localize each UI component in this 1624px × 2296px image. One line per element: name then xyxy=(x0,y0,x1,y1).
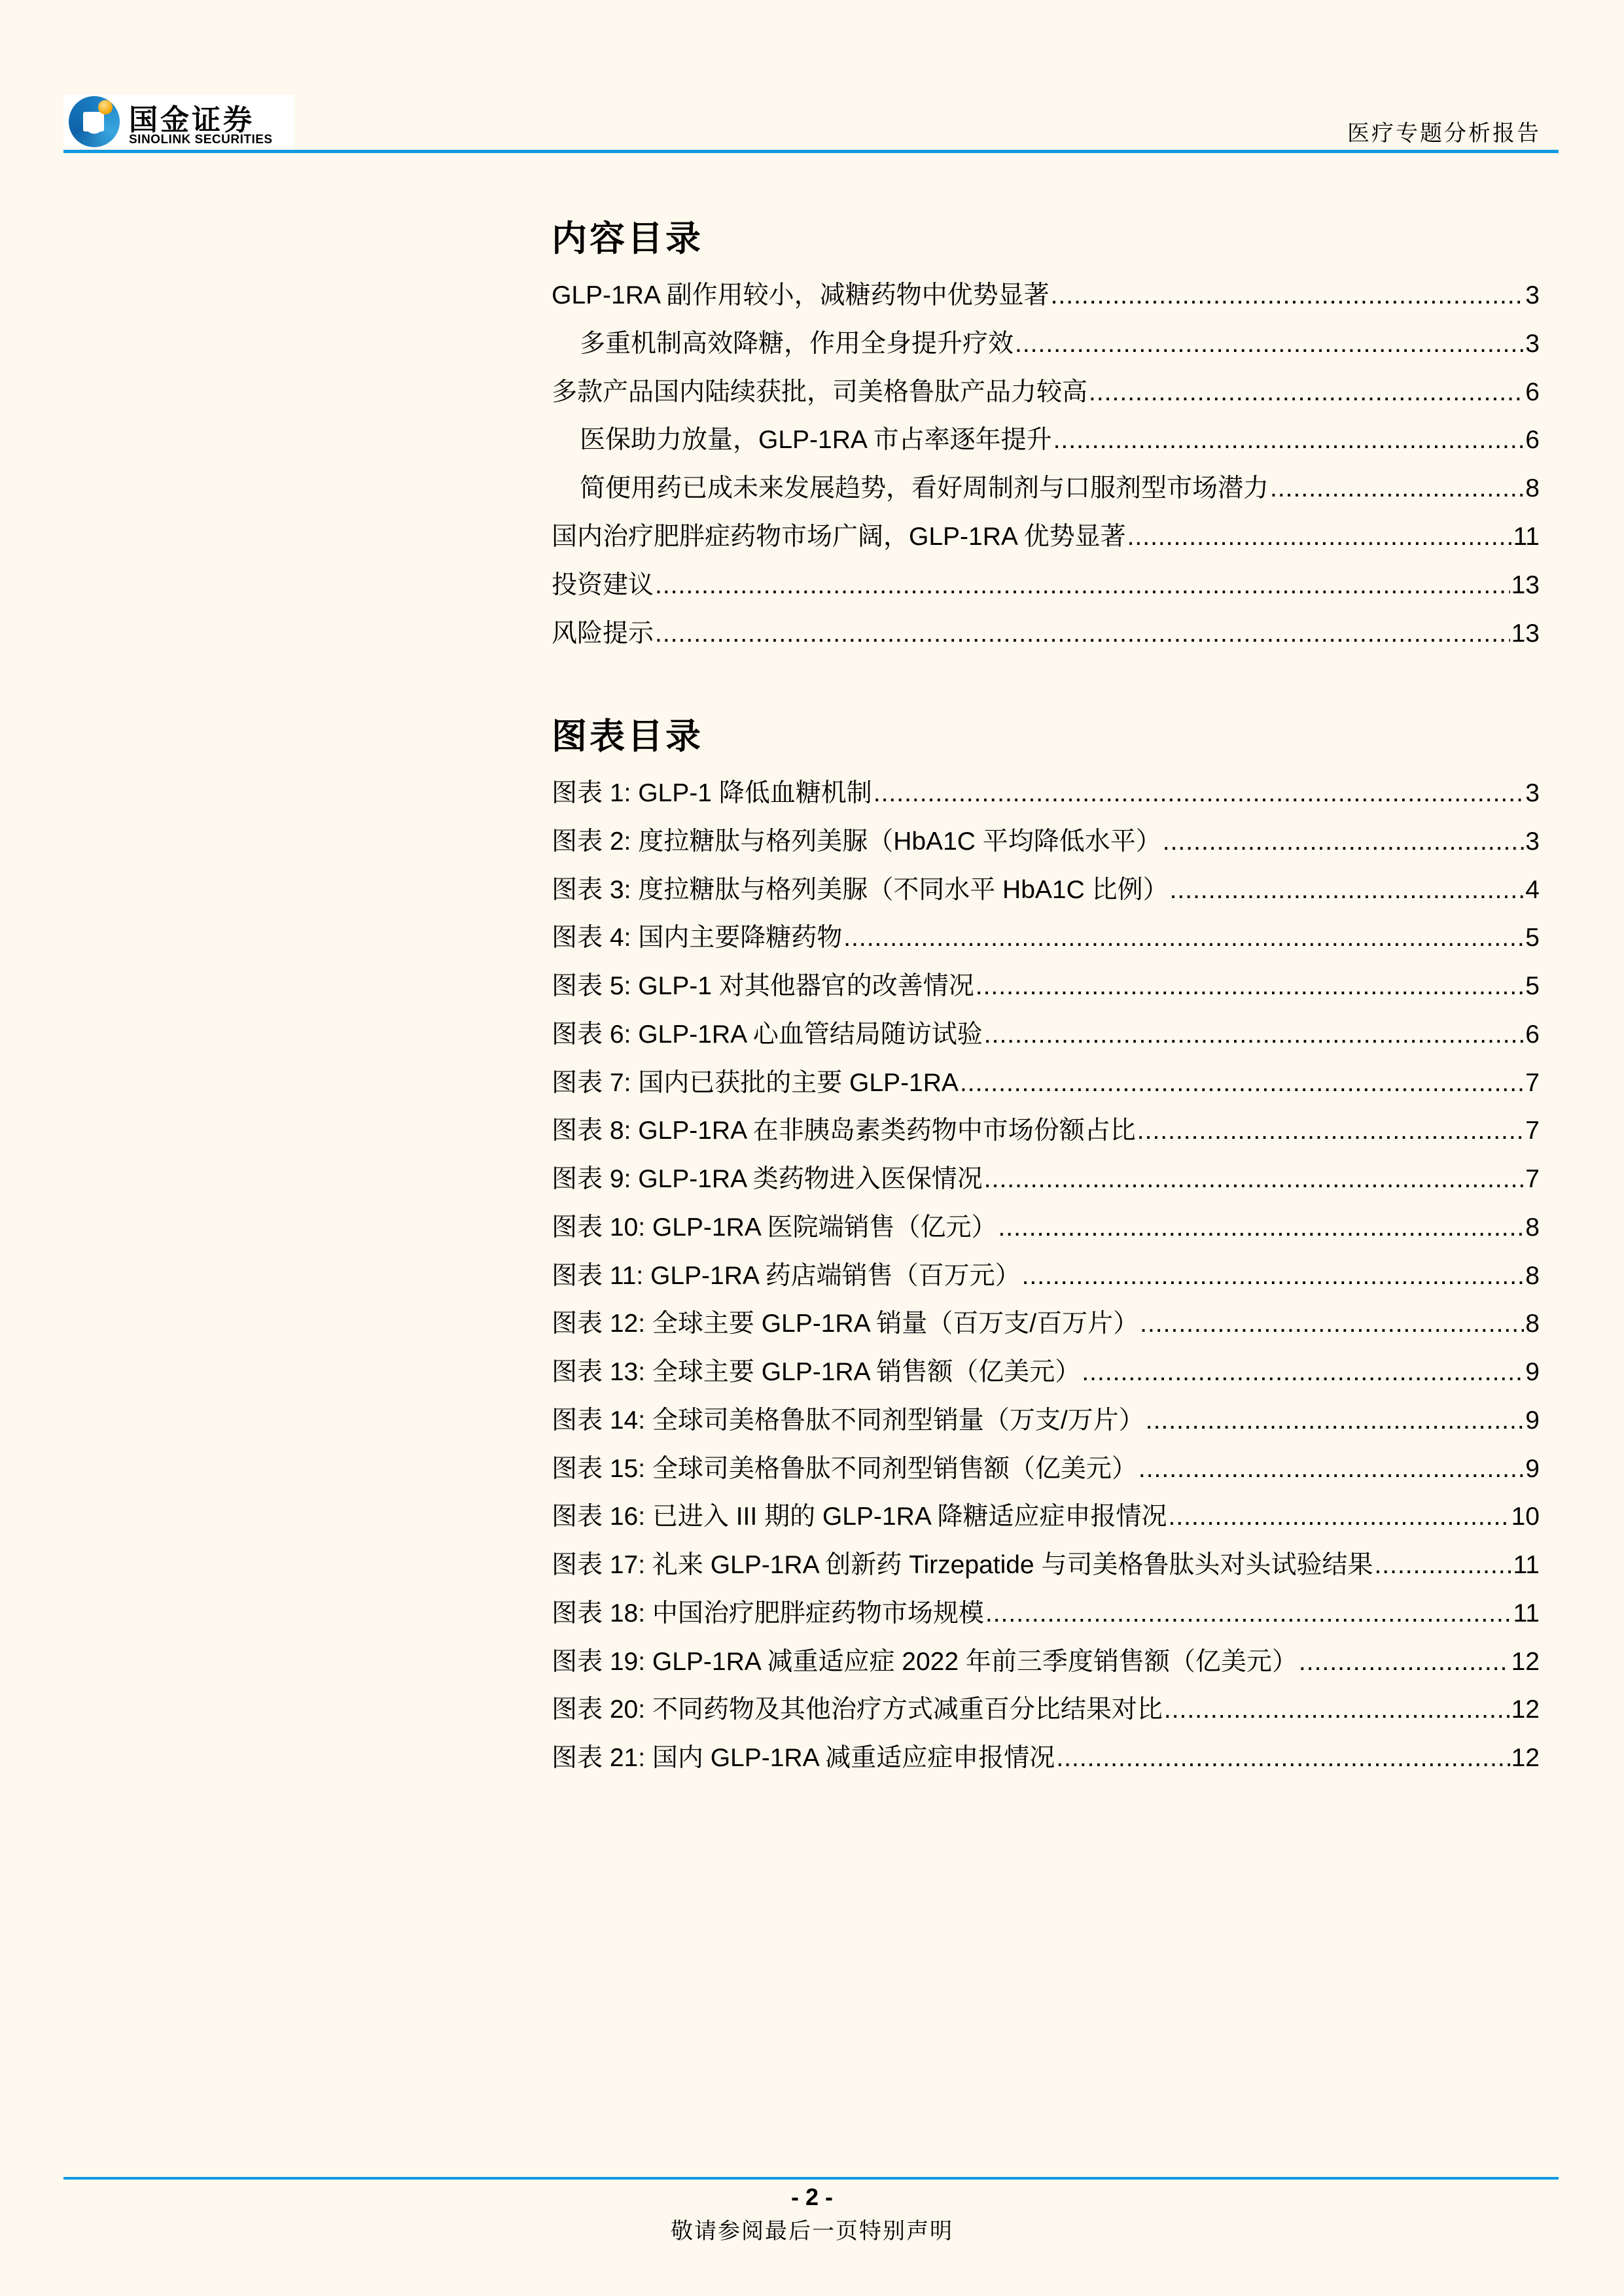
toc-page-number[interactable]: 8 xyxy=(1525,474,1540,503)
dot-leader xyxy=(1270,472,1524,505)
toc-page-number[interactable]: 11 xyxy=(1513,1599,1540,1627)
toc-label[interactable]: 图表 9: GLP-1RA 类药物进入医保情况 xyxy=(552,1165,983,1193)
toc-page-number[interactable]: 7 xyxy=(1525,1165,1540,1193)
toc-label[interactable]: 图表 10: GLP-1RA 医院端销售（亿元） xyxy=(552,1213,997,1242)
dot-leader xyxy=(1374,1549,1511,1582)
dot-leader xyxy=(655,617,1510,650)
toc-label[interactable]: 图表 21: 国内 GLP-1RA 减重适应症申报情况 xyxy=(552,1744,1055,1772)
toc-page-number[interactable]: 3 xyxy=(1525,329,1540,358)
toc-page-number[interactable]: 12 xyxy=(1511,1647,1540,1676)
toc-label[interactable]: 图表 20: 不同药物及其他治疗方式减重百分比结果对比 xyxy=(552,1696,1163,1724)
dot-leader xyxy=(1056,1742,1509,1775)
toc-page-number[interactable]: 7 xyxy=(1525,1117,1540,1145)
figure-entry[interactable] xyxy=(552,1163,1540,1196)
toc-page-number[interactable]: 8 xyxy=(1525,1213,1540,1242)
toc-page-number[interactable]: 9 xyxy=(1525,1406,1540,1435)
toc-page-number[interactable]: 3 xyxy=(1525,281,1540,309)
dot-leader xyxy=(1170,874,1525,907)
dot-leader xyxy=(1053,424,1525,457)
toc-page-number[interactable]: 3 xyxy=(1525,827,1540,856)
toc-label[interactable]: 图表 11: GLP-1RA 药店端销售（百万元） xyxy=(552,1261,1021,1290)
contents-entry[interactable] xyxy=(552,279,1540,312)
figure-entry[interactable] xyxy=(552,1549,1540,1582)
toc-page-number[interactable]: 13 xyxy=(1511,619,1540,648)
toc-page-number[interactable]: 10 xyxy=(1511,1503,1540,1531)
toc-label[interactable]: 图表 6: GLP-1RA 心血管结局随访试验 xyxy=(552,1020,983,1049)
toc-page-number[interactable]: 5 xyxy=(1525,924,1540,952)
contents-entry[interactable] xyxy=(580,424,1540,457)
dot-leader xyxy=(984,1018,1525,1051)
dot-leader xyxy=(1140,1308,1524,1340)
figure-entry[interactable] xyxy=(552,1260,1540,1293)
toc-label[interactable]: 图表 16: 已进入 III 期的 GLP-1RA 降糖适应症申报情况 xyxy=(552,1503,1167,1531)
dot-leader xyxy=(843,922,1524,954)
dot-leader xyxy=(1168,1501,1509,1533)
dot-leader xyxy=(976,970,1525,1003)
figure-entry[interactable] xyxy=(552,874,1540,907)
dot-leader xyxy=(985,1597,1512,1630)
figure-entry[interactable] xyxy=(552,777,1540,810)
toc-label[interactable]: 图表 1: GLP-1 降低血糖机制 xyxy=(552,779,872,807)
toc-label[interactable]: 多款产品国内陆续获批，司美格鲁肽产品力较高 xyxy=(552,377,1088,406)
toc-label[interactable]: 图表 18: 中国治疗肥胖症药物市场规模 xyxy=(552,1599,984,1627)
figure-entry[interactable] xyxy=(552,1646,1540,1679)
toc-label[interactable]: 图表 19: GLP-1RA 减重适应症 2022 年前三季度销售额（亿美元） xyxy=(552,1647,1297,1676)
figure-entry[interactable] xyxy=(552,970,1540,1003)
figure-entry[interactable] xyxy=(552,1115,1540,1147)
toc-label[interactable]: 投资建议 xyxy=(552,570,654,599)
toc-label[interactable]: 图表 5: GLP-1 对其他器官的改善情况 xyxy=(552,972,974,1000)
dot-leader xyxy=(1015,328,1524,360)
dot-leader xyxy=(960,1067,1524,1100)
figure-entry[interactable] xyxy=(552,1597,1540,1630)
dot-leader xyxy=(1164,1694,1510,1726)
dot-leader xyxy=(1127,521,1512,553)
figure-entry[interactable] xyxy=(552,1211,1540,1244)
toc-label[interactable]: 图表 8: GLP-1RA 在非胰岛素类药物中市场份额占比 xyxy=(552,1117,1136,1145)
dot-leader xyxy=(1089,376,1524,409)
toc-page-number[interactable]: 7 xyxy=(1525,1068,1540,1097)
contents-entry[interactable] xyxy=(552,569,1540,602)
figure-entry[interactable] xyxy=(552,1308,1540,1340)
toc-page-number[interactable]: 11 xyxy=(1513,1551,1540,1579)
toc-label[interactable]: 图表 12: 全球主要 GLP-1RA 销量（百万支/百万片） xyxy=(552,1310,1139,1338)
toc-label[interactable]: 图表 4: 国内主要降糖药物 xyxy=(552,924,843,952)
dot-leader xyxy=(874,777,1525,810)
toc-label[interactable]: 图表 15: 全球司美格鲁肽不同剂型销售额（亿美元） xyxy=(552,1454,1137,1483)
toc-label[interactable]: 医保助力放量，GLP-1RA 市占率逐年提升 xyxy=(580,426,1052,455)
toc-page-number[interactable]: 6 xyxy=(1525,426,1540,455)
dot-leader xyxy=(1022,1260,1525,1293)
logo-cn-text: 国金证券 xyxy=(129,103,255,137)
dot-leader xyxy=(984,1163,1525,1196)
dot-leader xyxy=(1146,1404,1525,1437)
dot-leader xyxy=(655,569,1510,602)
toc-page-number[interactable]: 8 xyxy=(1525,1261,1540,1290)
toc-label[interactable]: 简便用药已成未来发展趋势，看好周制剂与口服剂型市场潜力 xyxy=(580,474,1269,503)
figure-entry[interactable] xyxy=(552,1453,1540,1486)
toc-label[interactable]: 图表 7: 国内已获批的主要 GLP-1RA xyxy=(552,1068,959,1097)
dot-leader xyxy=(1139,1453,1524,1486)
dot-leader xyxy=(998,1211,1524,1244)
toc-page-number[interactable]: 6 xyxy=(1525,377,1540,406)
toc-label[interactable]: 图表 17: 礼来 GLP-1RA 创新药 Tirzepatide 与司美格鲁肽头对头试验结果 xyxy=(552,1551,1373,1579)
figure-entry[interactable] xyxy=(552,826,1540,858)
toc-page-number[interactable]: 9 xyxy=(1525,1358,1540,1386)
company-logo xyxy=(63,95,294,148)
toc-page-number[interactable]: 11 xyxy=(1513,523,1540,551)
figure-entry[interactable] xyxy=(552,1356,1540,1389)
page-number: - 2 - xyxy=(790,2183,833,2210)
dot-leader xyxy=(1163,826,1525,858)
toc-page-number[interactable]: 13 xyxy=(1511,570,1540,599)
dot-leader xyxy=(1137,1115,1525,1147)
toc-page-number[interactable]: 12 xyxy=(1511,1696,1540,1724)
toc-label[interactable]: 图表 3: 度拉糖肽与格列美脲（不同水平 HbA1C 比例） xyxy=(552,875,1169,904)
toc-page-number[interactable]: 6 xyxy=(1525,1020,1540,1049)
toc-page-number[interactable]: 9 xyxy=(1525,1454,1540,1483)
toc-label[interactable]: 国内治疗肥胖症药物市场广阔，GLP-1RA 优势显著 xyxy=(552,523,1126,551)
contents-entry[interactable] xyxy=(552,376,1540,409)
contents-entry[interactable] xyxy=(580,328,1540,360)
logo-icon xyxy=(69,96,120,147)
figure-entry[interactable] xyxy=(552,1067,1540,1100)
figure-entry[interactable] xyxy=(552,1018,1540,1051)
toc-label[interactable]: 图表 14: 全球司美格鲁肽不同剂型销量（万支/万片） xyxy=(552,1406,1144,1435)
contents-entry[interactable] xyxy=(552,521,1540,553)
toc-label[interactable]: 图表 13: 全球主要 GLP-1RA 销售额（亿美元） xyxy=(552,1358,1081,1386)
report-type: 医疗专题分析报告 xyxy=(1347,120,1541,147)
toc-label[interactable]: GLP-1RA 副作用较小，减糖药物中优势显著 xyxy=(552,281,1050,309)
contents-entry[interactable] xyxy=(580,472,1540,505)
toc-label[interactable]: 图表 2: 度拉糖肽与格列美脲（HbA1C 平均降低水平） xyxy=(552,827,1161,856)
dot-leader xyxy=(1082,1356,1524,1389)
figure-entry[interactable] xyxy=(552,1742,1540,1775)
footer-divider xyxy=(63,2177,1559,2180)
contents-title: 内容目录 xyxy=(552,217,703,259)
header-divider xyxy=(63,150,1559,153)
figure-entry[interactable] xyxy=(552,1501,1540,1533)
dot-leader xyxy=(1051,279,1525,312)
toc-page-number[interactable]: 12 xyxy=(1511,1744,1540,1772)
disclaimer: 敬请参阅最后一页特别声明 xyxy=(671,2218,953,2244)
toc-page-number[interactable]: 4 xyxy=(1525,875,1540,904)
toc-page-number[interactable]: 8 xyxy=(1525,1310,1540,1338)
toc-label[interactable]: 风险提示 xyxy=(552,619,654,648)
figure-entry[interactable] xyxy=(552,922,1540,954)
figure-entry[interactable] xyxy=(552,1404,1540,1437)
logo-en-text: SINOLINK SECURITIES xyxy=(129,133,273,147)
contents-entry[interactable] xyxy=(552,617,1540,650)
dot-leader xyxy=(1299,1646,1510,1679)
figures-title: 图表目录 xyxy=(552,715,703,757)
toc-label[interactable]: 多重机制高效降糖，作用全身提升疗效 xyxy=(580,329,1014,358)
figure-entry[interactable] xyxy=(552,1694,1540,1726)
toc-page-number[interactable]: 3 xyxy=(1525,779,1540,807)
toc-page-number[interactable]: 5 xyxy=(1525,972,1540,1000)
